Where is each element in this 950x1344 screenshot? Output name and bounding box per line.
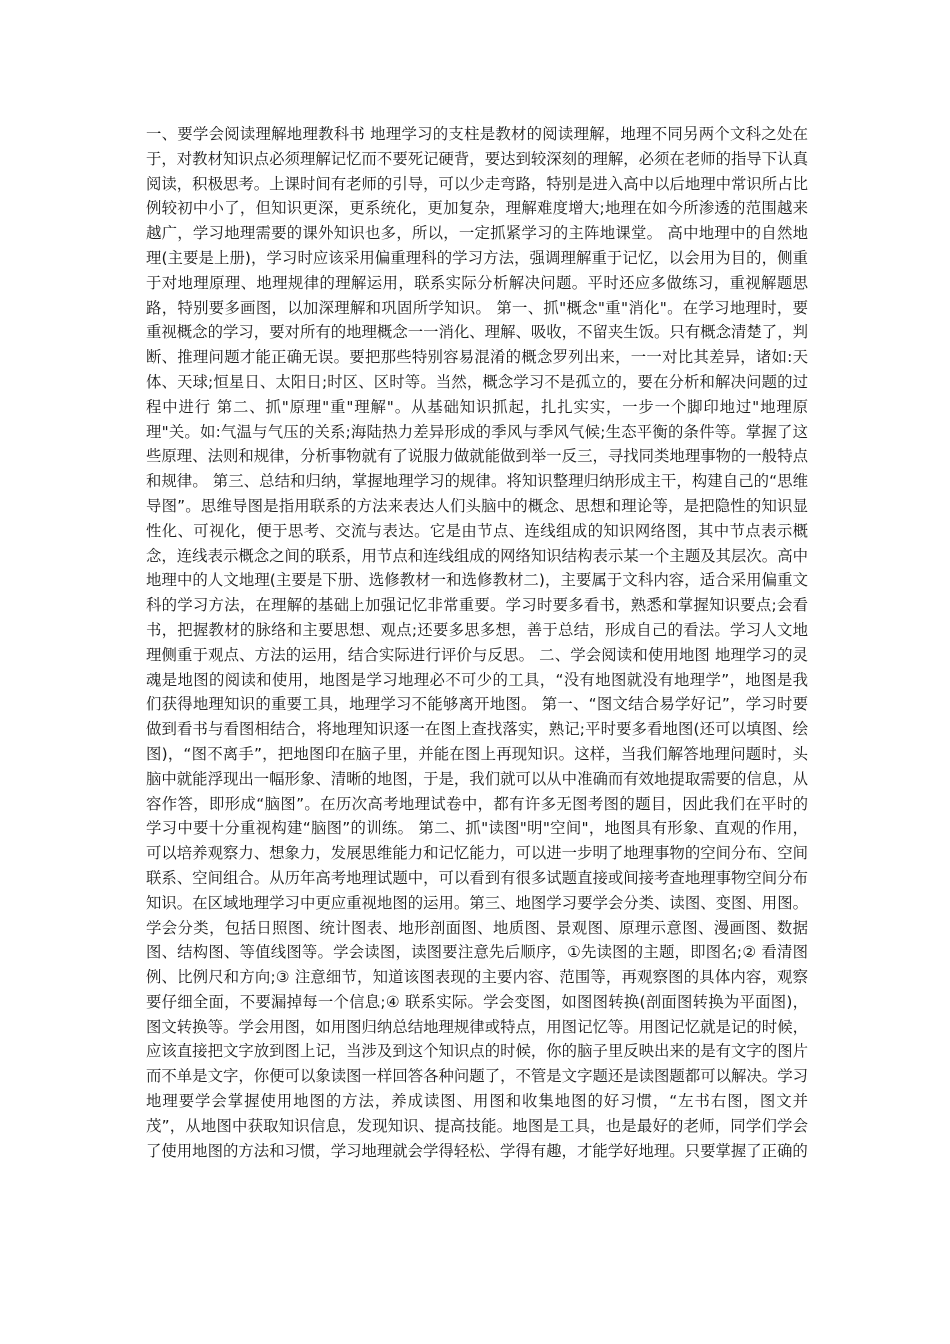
body-paragraph: 一、要学会阅读理解地理教科书 地理学习的支柱是教材的阅读理解，地理不同另两个文科之处在于，对教材知识点必须理解记忆而不要死记硬背，要达到较深刻的理解，必须在老师的指导下认真阅读，积极思考。上课时间有老师的引导，可以少走弯路，特别是进入高中以后地理中常识所占比例较初中小了，但知识更深，更系统化，更加复杂，理解难度增大;地理在如今所渗透的范围越来越广，学习地理需要的课外知识也多，所以，一定抓紧学习的主阵地课堂。 高中地理中的自然地理(主要是上册)，学习时应该采用偏重理科的学习方法，强调理解重于记忆，以会用为目的，侧重于对地理原理、地理规律的理解运用，联系实际分析解决问题。平时还应多做练习，重视解题思路，特别要多画图，以加深理解和巩固所学知识。 第一、抓"概念"重"消化"。在学习地理时，要重视概念的学习，要对所有的地理概念一一消化、理解、吸收，不留夹生饭。只有概念清楚了，判断、推理问题才能正确无误。要把那些特别容易混淆的概念罗列出来，一一对比其差异，诸如:天体、天球;恒星日、太阳日;时区、区时等。当然，概念学习不是孤立的，要在分析和解决问题的过程中进行 第二、抓"原理"重"理解"。从基础知识抓起，扎扎实实，一步一个脚印地过"地理原理"关。如:气温与气压的关系;海陆热力差异形成的季风与季风气候;生态平衡的条件等。掌握了这些原理、法则和规律，分析事物就有了说服力做就能做到举一反三，寻找同类地理事物的一般特点和规律。 第三、总结和归纳，掌握地理学习的规律。将知识整理归纳形成主干，构建自己的“思维导图”。思维导图是指用联系的方法来表达人们头脑中的概念、思想和理论等，是把隐性的知识显性化、可视化，便于思考、交流与表达。它是由节点、连线组成的知识网络图，其中节点表示概念，连线表示概念之间的联系，用节点和连线组成的网络知识结构表示某一个主题及其层次。高中地理中的人文地理(主要是下册、选修教材一和选修教材二)，主要属于文科内容，适合采用偏重文科的学习方法，在理解的基础上加强记忆非常重要。学习时要多看书，熟悉和掌握知识要点;会看书，把握教材的脉络和主要思想、观点;还要多思多想，善于总结，形成自己的看法。学习人文地理侧重于观点、方法的运用，结合实际进行评价与反思。 二、学会阅读和使用地图 地理学习的灵魂是地图的阅读和使用，地图是学习地理必不可少的工具，“没有地图就没有地理学”，地图是我们获得地理知识的重要工具，地理学习不能够离开地图。 第一、“图文结合易学好记”，学习时要做到看书与看图相结合，将地理知识逐一在图上查找落实，熟记;平时要多看地图(还可以填图、绘图)，“图不离手”，把地图印在脑子里，并能在图上再现知识。这样，当我们解答地理问题时，头脑中就能浮现出一幅形象、清晰的地图，于是，我们就可以从中准确而有效地提取需要的信息，从容作答，即形成“脑图”。在历次高考地理试卷中，都有许多无图考图的题目，因此我们在平时的学习中要十分重视构建“脑图”的训练。 第二、抓"读图"明"空间"，地图具有形象、直观的作用，可以培养观察力、想象力，发展思维能力和记忆能力，可以进一步明了地理事物的空间分布、空间联系、空间组合。从历年高考地理试题中，可以看到有很多试题直接或间接考查地理事物空间分布知识。在区域地理学习中更应重视地图的运用。第三、地图学习要学会分类、读图、变图、用图。学会分类，包括日照图、统计图表、地形剖面图、地质图、景观图、原理示意图、漫画图、数据图、结构图、等值线图等。学会读图，读图要注意先后顺序，①先读图的主题，即图名;② 看清图例、比例尺和方向;③ 注意细节，知道该图表现的主要内容、范围等，再观察图的具体内容，观察要仔细全面，不要漏掉每一个信息;④ 联系实际。学会变图，如图图转换(剖面图转换为平面图)，图文转换等。学会用图，如用图归纳总结地理规律或特点，用图记忆等。用图记忆就是记的时候，应该直接把文字放到图上记，当涉及到这个知识点的时候，你的脑子里反映出来的是有文字的图片而不单是文字，你便可以象读图一样回答各种问题了，不管是文字题还是读图题都可以解决。学习地理要学会掌握使用地图的方法，养成读图、用图和收集地图的好习惯，“左书右图，图文并茂”，从地图中获取知识信息，发现知识、提高技能。地图是工具，也是最好的老师，同学们学会了使用地图的方法和习惯，学习地理就会学得轻松、学得有趣，才能学好地理。只要掌握了正确的 (146, 125, 808, 1160)
document-page (146, 122, 808, 1163)
